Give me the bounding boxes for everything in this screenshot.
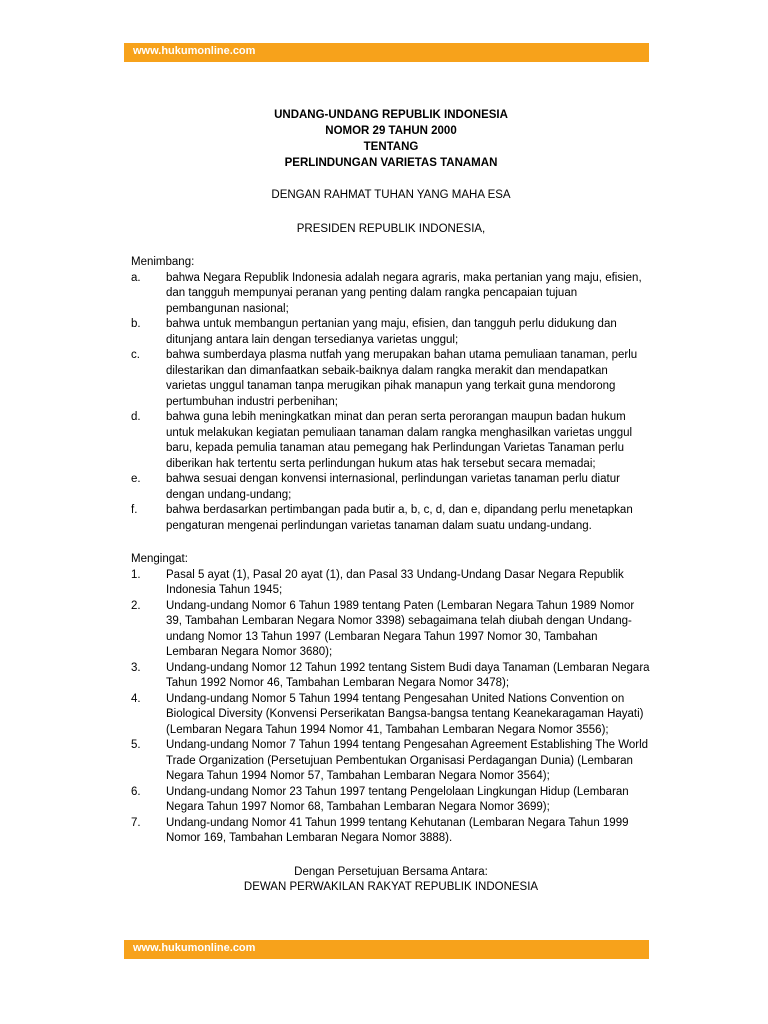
blessing-line: DENGAN RAHMAT TUHAN YANG MAHA ESA	[271, 189, 511, 201]
list-text: Undang-undang Nomor 12 Tahun 1992 tentang Sistem Budi daya Tanaman (Lembaran Negara Tahun 1992 Nomor 46, Tambahan Lembaran Negara Nomor 3478);	[166, 661, 650, 689]
list-text: Undang-undang Nomor 6 Tahun 1989 tentang Paten (Lembaran Negara Tahun 1989 Nomor 39, Tambahan Lembaran Negara Nomor 3398) sebagaimana telah diubah dengan Undang-undang Nomor 13 Tahun 1997 (Lembaran Negara Tahun 1997 Nomor 30, Tambahan Lembaran Negara Nomor 3680);	[166, 599, 635, 658]
title-line-1: UNDANG-UNDANG REPUBLIK INDONESIA	[274, 109, 508, 121]
list-marker: 7.	[131, 816, 141, 829]
list-marker: 2.	[131, 599, 141, 612]
mengingat-list	[131, 568, 651, 847]
list-marker: 5.	[131, 739, 141, 751]
list-text: bahwa guna lebih meningkatkan minat dan peran serta perorangan maupun badan hukum untuk melakukan kegiatan pemuliaan tanaman dalam rangka menghasilkan varietas unggul baru, kepada pemulia tanaman atau pemegang hak Perlindungan Varietas Tanaman perlu diberikan hak tertentu serta perlindungan hukum atas hak tersebut secara memadai;	[166, 411, 633, 470]
list-text: Undang-undang Nomor 41 Tahun 1999 tentang Kehutanan (Lembaran Negara Tahun 1999 Nomor 169, Tambahan Lembaran Negara Nomor 3888).	[166, 816, 629, 844]
list-marker: 4.	[131, 692, 141, 705]
header-bar	[124, 43, 649, 62]
closing-line-1: Dengan Persetujuan Bersama Antara:	[294, 865, 488, 878]
list-item	[131, 472, 651, 503]
list-item	[131, 692, 651, 739]
list-text: Pasal 5 ayat (1), Pasal 20 ayat (1), dan Pasal 33 Undang-Undang Dasar Negara Republik Indonesia Tahun 1945;	[166, 568, 624, 596]
list-marker: b.	[131, 318, 141, 330]
list-item	[131, 568, 651, 599]
closing-line-2: DEWAN PERWAKILAN RAKYAT REPUBLIK INDONESIA	[243, 881, 539, 893]
list-text: bahwa Negara Republik Indonesia adalah negara agraris, maka pertanian yang maju, efisien, dan tangguh mempunyai peranan yang penting dalam rangka pencapaian tujuan pembangunan nasional;	[166, 271, 642, 315]
mengingat-label: Mengingat:	[131, 553, 188, 565]
document-title	[131, 107, 651, 171]
title-line-3: TENTANG	[363, 141, 419, 153]
list-item	[131, 816, 651, 847]
title-line-2: NOMOR 29 TAHUN 2000	[325, 125, 457, 137]
list-item	[131, 271, 651, 318]
document-body	[131, 107, 651, 896]
list-item	[131, 599, 651, 661]
list-marker: a.	[131, 271, 141, 284]
menimbang-label: Menimbang:	[131, 256, 195, 268]
list-marker: e.	[131, 473, 141, 485]
list-text: bahwa sumberdaya plasma nutfah yang merupakan bahan utama pemuliaan tanaman, perlu dilestarikan dan dimanfaatkan sebaik-baiknya dalam rangka merakit dan mendapatkan varietas unggul tanaman tanpa merugikan pihak manapun yang terkait guna mendorong pertumbuhan industri perbenihan;	[166, 349, 638, 408]
footer-site-link[interactable]: www.hukumonline.com	[133, 942, 256, 954]
list-item	[131, 348, 651, 410]
header-site-link[interactable]: www.hukumonline.com	[133, 45, 256, 57]
list-text: bahwa berdasarkan pertimbangan pada butir a, b, c, d, dan e, dipandang perlu menetapkan pengaturan mengenai perlindungan varietas tanaman dalam suatu undang-undang.	[166, 504, 633, 532]
list-marker: 3.	[131, 661, 141, 674]
list-item	[131, 410, 651, 472]
menimbang-list	[131, 271, 651, 535]
list-item	[131, 317, 651, 348]
list-text: bahwa untuk membangun pertanian yang maju, efisien, dan tangguh perlu didukung dan ditunjang antara lain dengan tersedianya varietas unggul;	[166, 318, 617, 346]
list-marker: c.	[131, 349, 140, 361]
list-marker: d.	[131, 411, 141, 423]
list-item	[131, 738, 651, 785]
footer-bar	[124, 940, 649, 959]
president-line: PRESIDEN REPUBLIK INDONESIA,	[296, 222, 486, 235]
list-marker: 1.	[131, 568, 141, 581]
list-marker: f.	[131, 504, 138, 516]
list-text: Undang-undang Nomor 7 Tahun 1994 tentang Pengesahan Agreement Establishing The World Trade Organization (Persetujuan Pembentukan Organisasi Perdagangan Dunia) (Lembaran Negara Tahun 1994 Nomor 57, Tambahan Lembaran Negara Nomor 3564);	[166, 739, 649, 782]
list-text: Undang-undang Nomor 23 Tahun 1997 tentang Pengelolaan Lingkungan Hidup (Lembaran Negara Tahun 1997 Nomor 68, Tambahan Lembaran Negara Nomor 3699);	[166, 785, 629, 813]
list-text: Undang-undang Nomor 5 Tahun 1994 tentang Pengesahan United Nations Convention on Biological Diversity (Konvensi Perserikatan Bangsa-bangsa tentang Keanekaragaman Hayati) (Lembaran Negara Tahun 1994 Nomor 41, Tambahan Lembaran Negara Nomor 3556);	[166, 692, 644, 736]
list-item	[131, 661, 651, 692]
list-marker: 6.	[131, 785, 141, 798]
title-line-4: PERLINDUNGAN VARIETAS TANAMAN	[284, 157, 498, 169]
list-text: bahwa sesuai dengan konvensi internasional, perlindungan varietas tanaman perlu diatur dengan undang-undang;	[166, 473, 620, 501]
list-item	[131, 785, 651, 816]
list-item	[131, 503, 651, 534]
